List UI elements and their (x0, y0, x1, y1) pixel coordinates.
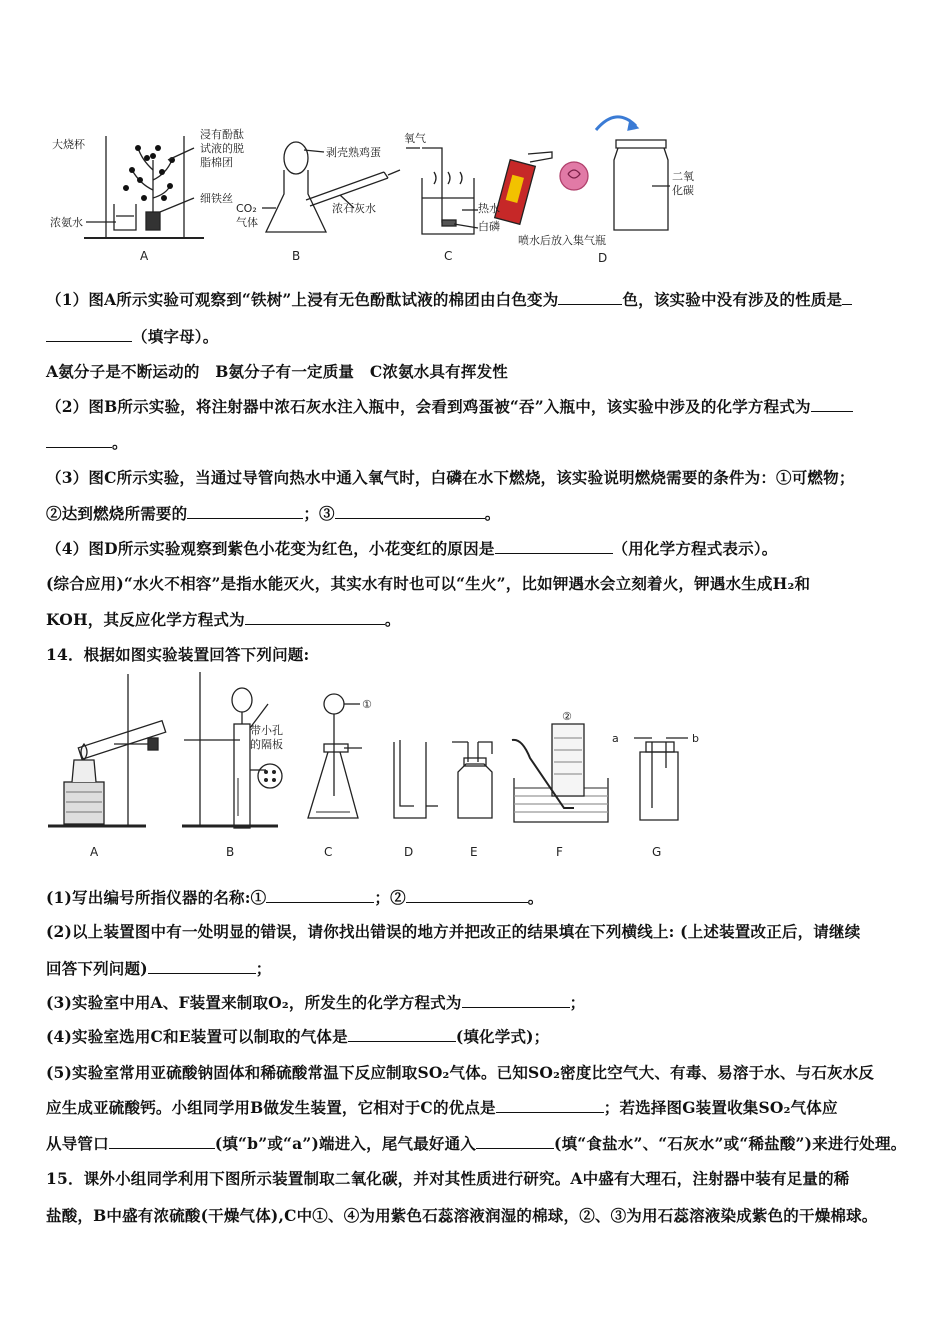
apparatus-a (48, 674, 166, 826)
answer-blank[interactable] (109, 1134, 215, 1149)
q14-sub2: (2)以上装置图中有一处明显的错误，请你找出错误的地方并把改正的结果填在下列横线上: (上述装置改正后，请继续 (46, 922, 861, 941)
answer-blank[interactable] (558, 290, 622, 305)
label-cotton: 浸有酚酞试液的脱脂棉团 (200, 128, 244, 169)
q14-sub1: (1)写出编号所指仪器的名称:① ；② 。 (46, 888, 544, 907)
apparatus-c (406, 148, 478, 234)
caption-b: B (226, 845, 235, 859)
q14-sub2-cont: 回答下列问题) ； (46, 959, 272, 978)
q13-part3: （3）图C所示实验，当通过导管向热水中通入氧气时，白磷在水下燃烧，该实验说明燃烧需要的条件为：①可燃物； (46, 468, 855, 487)
q13-part5-cont: KOH，其反应化学方程式为 。 (46, 610, 401, 629)
label-egg: 剥壳熟鸡蛋 (326, 146, 381, 159)
label-hotwater: 热水 (478, 202, 500, 215)
q13-options: A氨分子是不断运动的 B氨分子有一定质量 C浓氨水具有挥发性 (46, 362, 508, 381)
label-co2: CO₂ 气体 (236, 202, 258, 229)
label-beaker: 大烧杯 (52, 138, 85, 151)
caption-c: C (444, 249, 453, 263)
answer-blank[interactable] (187, 504, 303, 519)
port-b: b (692, 732, 699, 745)
answer-blank[interactable] (842, 290, 852, 305)
answer-blank[interactable] (496, 1098, 604, 1113)
label-spray: 喷水后放入集气瓶 (518, 234, 606, 247)
mark-1: ① (362, 698, 372, 711)
caption-c: C (324, 845, 333, 859)
label-partition: 带小孔的隔板 (250, 724, 283, 751)
answer-blank[interactable] (348, 1027, 456, 1042)
q13-part4: （4）图D所示实验观察到紫色小花变为红色，小花变红的原因是 （用化学方程式表示）。 (46, 539, 778, 558)
answer-blank[interactable] (406, 888, 528, 903)
q15-line2: 盐酸，B中盛有浓硫酸(干燥气体),C中①、④为用紫色石蕊溶液润湿的棉球，②、③为用石蕊溶液染成紫色的干燥棉球。 (46, 1206, 878, 1225)
label-phosphorus: 白磷 (478, 220, 500, 233)
apparatus-d (495, 117, 670, 230)
answer-blank[interactable] (46, 433, 112, 448)
q13-part1: （1）图A所示实验可观察到“铁树”上浸有无色酚酞试液的棉团由白色变为 色，该实验中没有涉及的性质是 (46, 288, 852, 310)
answer-blank[interactable] (335, 504, 485, 519)
apparatus-c (308, 694, 362, 818)
caption-d: D (598, 251, 608, 265)
q14-sub5-cont1: 应生成亚硫酸钙。小组同学用B做发生装置，它相对于C的优点是 ；若选择图G装置收集SO₂气体应 (46, 1098, 838, 1117)
label-co2-bottle: 二氧化碳 (672, 170, 694, 197)
q15-line1: 15．课外小组同学利用下图所示装置制取二氧化碳，并对其性质进行研究。A中盛有大理石，注射器中装有足量的稀 (46, 1169, 850, 1188)
caption-g: G (652, 845, 662, 859)
q14-sub3: (3)实验室中用A、F装置来制取O₂，所发生的化学方程式为 ； (46, 993, 586, 1012)
answer-blank[interactable] (148, 959, 256, 974)
caption-a: A (90, 845, 99, 859)
q14-title: 14．根据如图实验装置回答下列问题: (46, 645, 310, 664)
answer-blank[interactable] (495, 539, 613, 554)
q14-sub5: (5)实验室常用亚硫酸钠固体和稀硫酸常温下反应制取SO₂气体。已知SO₂密度比空气大、有毒、易溶于水、与石灰水反 (46, 1063, 875, 1082)
experiment-figure-2 (44, 668, 714, 864)
q13-part5: (综合应用)“水火不相容”是指水能灭火，其实水有时也可以“生火”，比如钾遇水会立刻着火，钾遇水生成H₂和 (46, 574, 811, 593)
answer-blank[interactable] (266, 888, 374, 903)
q14-sub4: (4)实验室选用C和E装置可以制取的气体是 (填化学式)； (46, 1027, 550, 1046)
answer-blank[interactable] (811, 397, 853, 412)
q13-part1-cont: （填字母）。 (46, 325, 218, 347)
caption-b: B (292, 249, 301, 263)
q13-part2: （2）图B所示实验，将注射器中浓石灰水注入瓶中，会看到鸡蛋被“吞”入瓶中，该实验中涉及的化学方程式为 (46, 395, 853, 417)
answer-blank[interactable] (462, 993, 570, 1008)
caption-a: A (140, 249, 149, 263)
label-wire: 细铁丝 (200, 192, 233, 205)
answer-blank[interactable] (245, 610, 385, 625)
apparatus-f (512, 724, 608, 822)
mark-2: ② (562, 710, 572, 723)
experiment-figure-1 (44, 100, 724, 268)
port-a: a (612, 732, 619, 745)
label-limewater: 浓石灰水 (332, 202, 376, 215)
caption-f: F (556, 845, 563, 859)
answer-blank[interactable] (476, 1134, 554, 1149)
q14-sub5-cont2: 从导管口 (填“b”或“a”)端进入，尾气最好通入 (填“食盐水”、“石灰水”或“稀盐酸”)来进行处理。 (46, 1134, 907, 1153)
q13-part2-cont: 。 (46, 431, 128, 453)
apparatus-d (394, 740, 438, 818)
label-oxygen: 氧气 (404, 132, 426, 145)
apparatus-e (452, 742, 492, 818)
caption-d: D (404, 845, 414, 859)
answer-blank[interactable] (46, 327, 132, 342)
q13-part3-cont: ②达到燃烧所需要的 ；③ 。 (46, 504, 501, 523)
caption-e: E (470, 845, 478, 859)
apparatus-g (634, 738, 688, 820)
label-ammonia: 浓氨水 (50, 216, 83, 229)
